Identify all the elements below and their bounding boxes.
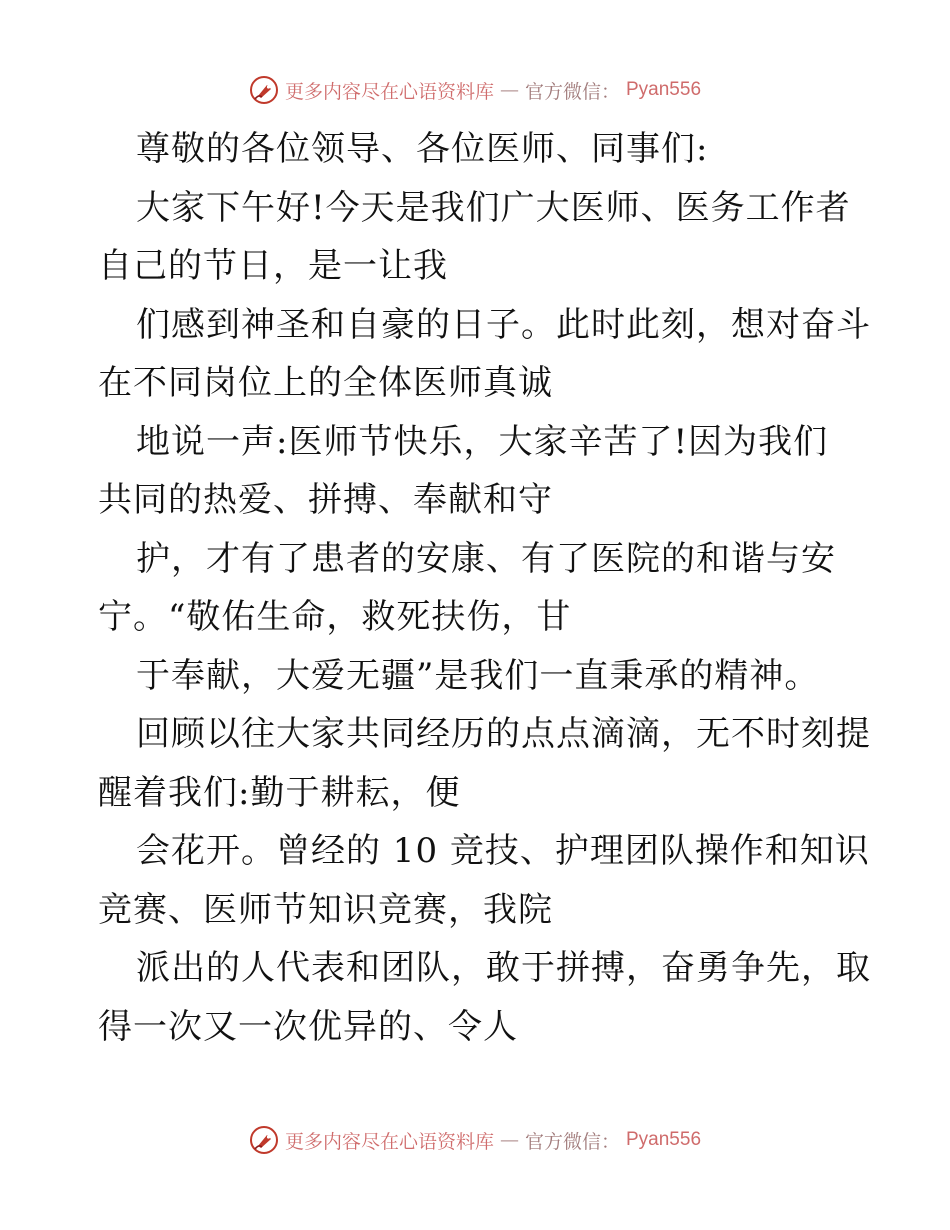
- watermark-promo-text: 更多内容尽在心语资料库: [284, 80, 494, 103]
- watermark: [249, 75, 701, 105]
- watermark-label: 官方微信：: [524, 1130, 620, 1153]
- watermark-wechat-id: Pyan556: [626, 1129, 702, 1150]
- watermark-separator: —: [499, 79, 519, 101]
- paragraph-line: 会花开。曾经的 10 竞技、护理团队操作和知识: [136, 831, 870, 871]
- paragraph-line: 回顾以往大家共同经历的点点滴滴，无不时刻提: [136, 714, 871, 754]
- paragraph-line: 地说一声:医师节快乐，大家辛苦了!因为我们: [136, 421, 829, 462]
- paragraph-line: 竞赛、医师节知识竞赛，我院: [98, 889, 553, 930]
- watermark-wechat-id: Pyan556: [626, 79, 702, 100]
- paragraph-line: 醒着我们:勤于耕耘，便: [98, 772, 461, 813]
- watermark: [249, 1125, 701, 1155]
- footer-watermark: [0, 1120, 950, 1160]
- paragraph-line: 派出的人代表和团队，敢于拼搏，奋勇争先，取: [136, 948, 871, 988]
- watermark-label: 官方微信：: [524, 80, 620, 103]
- watermark-promo-text: 更多内容尽在心语资料库: [284, 1130, 494, 1153]
- pen-nib-logo-icon: [249, 1125, 279, 1155]
- paragraph-line: 们感到神圣和自豪的日子。此时此刻，想对奋斗: [136, 304, 871, 345]
- pen-nib-logo-icon: [249, 75, 279, 105]
- paragraph-line: 护，才有了患者的安康、有了医院的和谐与安: [136, 538, 836, 579]
- paragraph-line: 于奉献，大爱无疆”是我们一直秉承的精神。: [136, 655, 820, 696]
- paragraph-line: 大家下午好!今天是我们广大医师、医务工作者: [136, 187, 851, 228]
- paragraph-line: 得一次又一次优异的、令人: [98, 1006, 518, 1047]
- paragraph-line: 尊敬的各位领导、各位医师、同事们:: [136, 129, 709, 169]
- paragraph-line: 在不同岗位上的全体医师真诚: [98, 363, 553, 403]
- document-body: [98, 120, 871, 1056]
- watermark-separator: —: [499, 1129, 519, 1151]
- header-watermark: [0, 70, 950, 110]
- paragraph-line: 共同的热爱、拼搏、奉献和守: [98, 480, 553, 520]
- paragraph-line: 自己的节日，是一让我: [98, 246, 448, 286]
- paragraph-line: 宁。“敬佑生命，救死扶伤，甘: [98, 597, 572, 637]
